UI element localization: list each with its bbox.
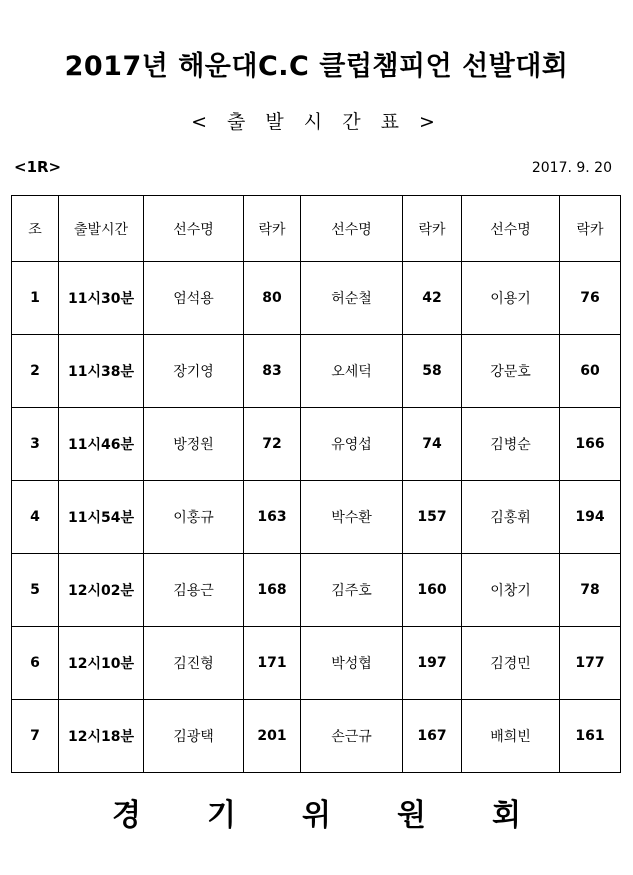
table-header-row	[12, 196, 621, 262]
committee-char: 경	[112, 798, 141, 833]
locker-number: 160	[403, 554, 462, 627]
group-number: 7	[12, 700, 59, 773]
table-row	[12, 408, 621, 481]
locker-number: 167	[403, 700, 462, 773]
locker-number: 76	[560, 262, 621, 335]
start-time: 12시10분	[59, 627, 144, 700]
locker-number: 166	[560, 408, 621, 481]
page-subtitle: < 출 발 시 간 표 >	[191, 111, 442, 133]
table-row	[12, 481, 621, 554]
player-name: 김병순	[462, 408, 560, 481]
table-row	[12, 335, 621, 408]
player-name: 허순철	[301, 262, 403, 335]
table-row	[12, 554, 621, 627]
player-name: 김진형	[144, 627, 244, 700]
player-name: 강문호	[462, 335, 560, 408]
locker-number: 78	[560, 554, 621, 627]
player-name: 박성협	[301, 627, 403, 700]
locker-number: 177	[560, 627, 621, 700]
player-name: 김경민	[462, 627, 560, 700]
committee-signature	[0, 790, 633, 834]
player-name: 이창기	[462, 554, 560, 627]
player-name: 배희빈	[462, 700, 560, 773]
table-row	[12, 262, 621, 335]
locker-number: 74	[403, 408, 462, 481]
player-name: 엄석용	[144, 262, 244, 335]
player-name: 박수환	[301, 481, 403, 554]
player-name: 이홍규	[144, 481, 244, 554]
player-name: 김주호	[301, 554, 403, 627]
locker-number: 201	[244, 700, 301, 773]
player-name: 방정원	[144, 408, 244, 481]
player-name: 김홍휘	[462, 481, 560, 554]
locker-number: 161	[560, 700, 621, 773]
round-label: <1R>	[14, 158, 62, 176]
header-player-2: 선수명	[301, 196, 403, 262]
locker-number: 72	[244, 408, 301, 481]
start-time: 12시18분	[59, 700, 144, 773]
player-name: 이용기	[462, 262, 560, 335]
player-name: 손근규	[301, 700, 403, 773]
table-row	[12, 700, 621, 773]
group-number: 1	[12, 262, 59, 335]
player-name: 김용근	[144, 554, 244, 627]
committee-char: 위	[302, 798, 331, 833]
start-time: 11시54분	[59, 481, 144, 554]
locker-number: 197	[403, 627, 462, 700]
start-time: 11시30분	[59, 262, 144, 335]
start-time: 12시02분	[59, 554, 144, 627]
header-locker-3: 락카	[560, 196, 621, 262]
start-time: 11시46분	[59, 408, 144, 481]
committee-char: 회	[492, 798, 521, 833]
start-time: 11시38분	[59, 335, 144, 408]
committee-char: 원	[397, 798, 426, 833]
player-name: 유영섭	[301, 408, 403, 481]
player-name: 김광택	[144, 700, 244, 773]
group-number: 6	[12, 627, 59, 700]
page-title: 2017년 해운대C.C 클럽챔피언 선발대회	[64, 51, 569, 82]
tee-time-table	[11, 195, 621, 773]
player-name: 장기영	[144, 335, 244, 408]
header-locker-2: 락카	[403, 196, 462, 262]
header-player-1: 선수명	[144, 196, 244, 262]
player-name: 오세덕	[301, 335, 403, 408]
locker-number: 42	[403, 262, 462, 335]
committee-char: 기	[207, 798, 236, 833]
locker-number: 163	[244, 481, 301, 554]
header-player-3: 선수명	[462, 196, 560, 262]
locker-number: 60	[560, 335, 621, 408]
header-start-time: 출발시간	[59, 196, 144, 262]
table-row	[12, 627, 621, 700]
locker-number: 171	[244, 627, 301, 700]
locker-number: 80	[244, 262, 301, 335]
locker-number: 168	[244, 554, 301, 627]
date-label: 2017. 9. 20	[531, 160, 612, 176]
header-locker-1: 락카	[244, 196, 301, 262]
group-number: 2	[12, 335, 59, 408]
group-number: 3	[12, 408, 59, 481]
locker-number: 157	[403, 481, 462, 554]
group-number: 5	[12, 554, 59, 627]
header-group: 조	[12, 196, 59, 262]
group-number: 4	[12, 481, 59, 554]
locker-number: 194	[560, 481, 621, 554]
locker-number: 83	[244, 335, 301, 408]
locker-number: 58	[403, 335, 462, 408]
